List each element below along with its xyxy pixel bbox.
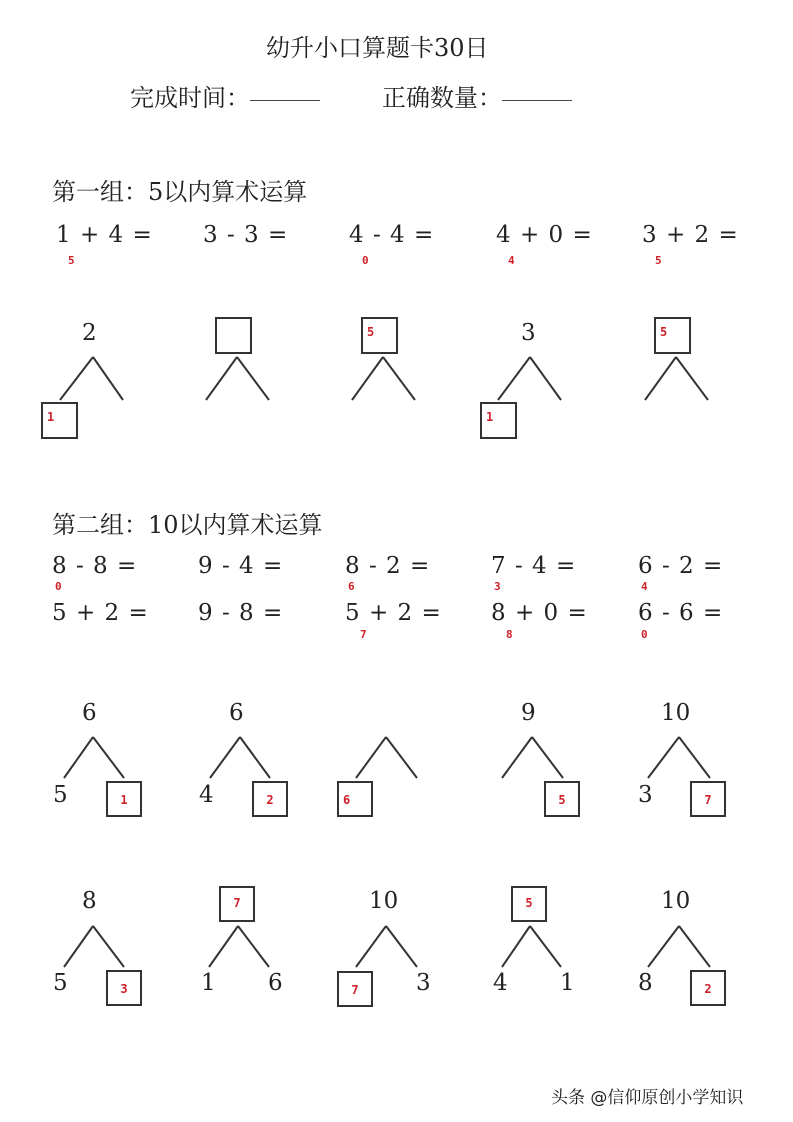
handwritten-answer: 1 xyxy=(120,793,128,807)
number-top: 6 xyxy=(229,700,244,726)
handwritten-answer: 7 xyxy=(233,896,241,910)
number-left: 1 xyxy=(201,970,216,996)
completion-time-label: 完成时间： xyxy=(130,84,250,112)
handwritten-answer: 7 xyxy=(351,983,359,997)
handwritten-answer: 7 xyxy=(704,793,712,807)
equation: 6 - 6 = xyxy=(638,600,724,626)
answer-box xyxy=(41,402,78,439)
answer-box xyxy=(544,781,580,817)
number-top: 8 xyxy=(82,888,97,914)
equation: 1 + 4 = xyxy=(56,222,153,248)
equation: 8 - 2 = xyxy=(345,553,431,579)
handwritten-answer: 3 xyxy=(494,580,501,593)
completion-time-field xyxy=(130,78,320,113)
handwritten-answer: 5 xyxy=(660,325,668,339)
equation: 4 - 4 = xyxy=(349,222,435,248)
group2-heading: 第二组：10以内算术运算 xyxy=(52,511,323,539)
handwritten-answer: 6 xyxy=(348,580,355,593)
answer-box xyxy=(337,971,373,1007)
number-top: 3 xyxy=(521,320,536,346)
handwritten-answer: 1 xyxy=(486,410,494,424)
number-right: 3 xyxy=(416,970,431,996)
handwritten-answer: 2 xyxy=(266,793,274,807)
handwritten-answer: 8 xyxy=(506,628,513,641)
answer-box xyxy=(654,317,691,354)
number-top: 10 xyxy=(661,888,691,914)
number-top: 10 xyxy=(369,888,399,914)
handwritten-answer: 4 xyxy=(508,254,515,267)
answer-box xyxy=(690,970,726,1006)
equation: 7 - 4 = xyxy=(491,553,577,579)
equation: 6 - 2 = xyxy=(638,553,724,579)
equation: 9 - 4 = xyxy=(198,553,284,579)
equation: 4 + 0 = xyxy=(496,222,593,248)
handwritten-answer: 0 xyxy=(641,628,648,641)
number-left: 3 xyxy=(638,782,653,808)
correct-count-label: 正确数量： xyxy=(382,84,502,112)
number-top: 2 xyxy=(82,320,97,346)
answer-box xyxy=(690,781,726,817)
equation: 3 - 3 = xyxy=(203,222,289,248)
equation: 9 - 8 = xyxy=(198,600,284,626)
handwritten-answer: 7 xyxy=(360,628,367,641)
handwritten-answer: 5 xyxy=(655,254,662,267)
equation: 8 + 0 = xyxy=(491,600,588,626)
handwritten-answer: 5 xyxy=(525,896,533,910)
number-left: 5 xyxy=(53,782,68,808)
answer-box xyxy=(215,317,252,354)
handwritten-answer: 5 xyxy=(68,254,75,267)
number-top: 9 xyxy=(521,700,536,726)
watermark: 头条 @信仰原创小学知识 xyxy=(551,1088,744,1108)
handwritten-answer: 5 xyxy=(558,793,566,807)
split-lines xyxy=(0,0,1,1)
page-title: 幼升小口算题卡30日 xyxy=(266,34,489,62)
group1-heading: 第一组：5以内算术运算 xyxy=(52,178,308,206)
equation: 3 + 2 = xyxy=(642,222,739,248)
number-left: 8 xyxy=(638,970,653,996)
number-top: 6 xyxy=(82,700,97,726)
answer-box xyxy=(106,970,142,1006)
number-left: 5 xyxy=(53,970,68,996)
equation: 8 - 8 = xyxy=(52,553,138,579)
handwritten-answer: 0 xyxy=(362,254,369,267)
answer-box xyxy=(480,402,517,439)
correct-count-field xyxy=(382,78,572,113)
handwritten-answer: 5 xyxy=(367,325,375,339)
answer-box xyxy=(361,317,398,354)
handwritten-answer: 2 xyxy=(704,982,712,996)
number-top: 10 xyxy=(661,700,691,726)
handwritten-answer: 0 xyxy=(55,580,62,593)
completion-time-blank xyxy=(250,99,320,101)
number-right: 1 xyxy=(560,970,575,996)
handwritten-answer: 1 xyxy=(47,410,55,424)
answer-box xyxy=(219,886,255,922)
number-left: 4 xyxy=(199,782,214,808)
number-right: 6 xyxy=(268,970,283,996)
handwritten-answer: 3 xyxy=(120,982,128,996)
correct-count-blank xyxy=(502,99,572,101)
answer-box xyxy=(106,781,142,817)
answer-box xyxy=(252,781,288,817)
number-left: 4 xyxy=(493,970,508,996)
handwritten-answer: 6 xyxy=(343,793,351,807)
equation: 5 + 2 = xyxy=(345,600,442,626)
equation: 5 + 2 = xyxy=(52,600,149,626)
answer-box xyxy=(337,781,373,817)
answer-box xyxy=(511,886,547,922)
handwritten-answer: 4 xyxy=(641,580,648,593)
